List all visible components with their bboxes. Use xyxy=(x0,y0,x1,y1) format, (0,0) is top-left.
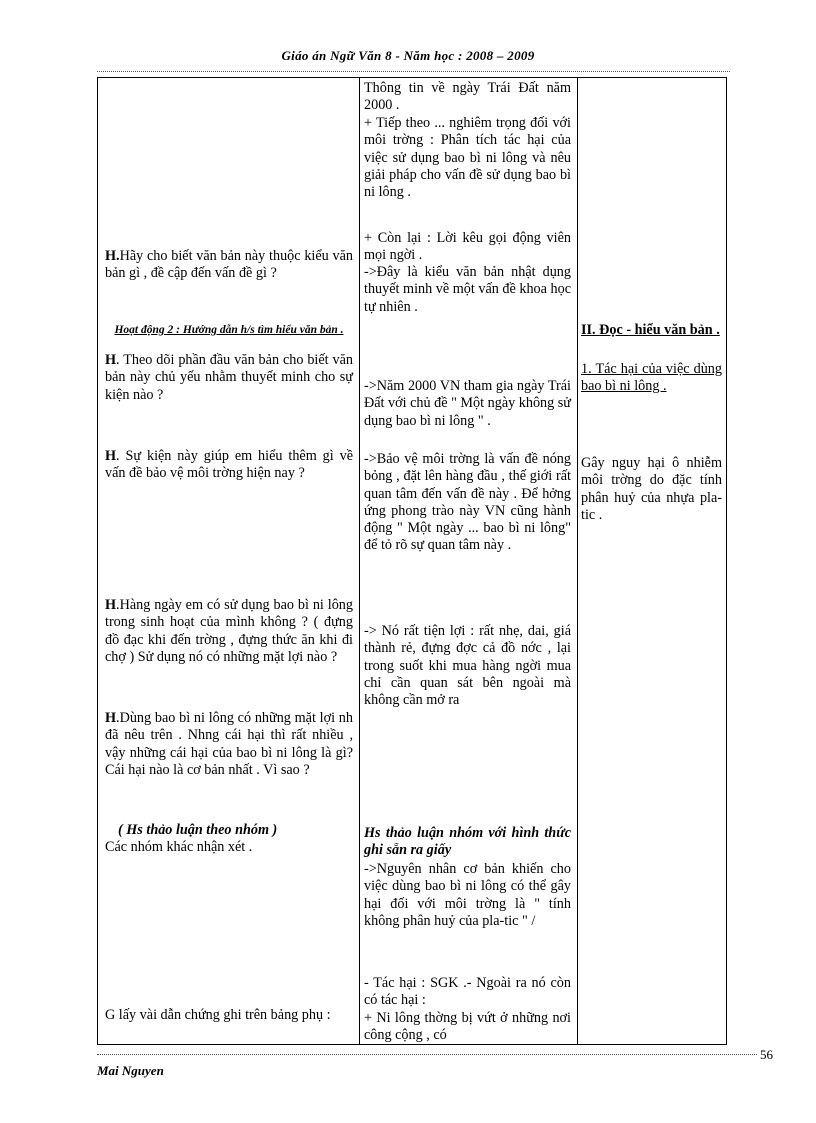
activity-heading: Hoạt động 2 : Hướng dẫn h/s tìm hiểu văn bản . xyxy=(114,324,344,336)
lesson-table xyxy=(97,77,727,1045)
footer-divider xyxy=(97,1054,757,1055)
page-header: Giáo án Ngữ Văn 8 - Năm học : 2008 – 2009 xyxy=(281,48,535,63)
question-3: H. Sự kiện này giúp em hiểu thêm gì về vấn đề bảo vệ môi trờng hiện nay ? xyxy=(105,448,353,482)
answer-p10: - Tác hại : SGK .- Ngoài ra nó còn có tác hại : xyxy=(364,975,571,1009)
column-teacher-activity xyxy=(98,78,360,1044)
question-2: H. Theo dõi phần đầu văn bản cho biết văn bản này chủ yếu nhằm thuyết minh cho sự kiện nào ? xyxy=(105,352,353,403)
answer-p9: ->Nguyên nhân cơ bản khiến cho việc dùng bao bì ni lông có thể gây hại đối với môi trờng là " tính không phân huỷ của pla-tic " / xyxy=(364,861,571,929)
content-body: Gây nguy hại ô nhiễm môi trờng do đặc tính phân huỷ của nhựa pla-tic . xyxy=(581,455,722,523)
answer-p2: + Tiếp theo ... nghiêm trọng đối với môi trờng : Phân tích tác hại của việc sử dụng bao bì ni lông và nêu giải pháp cho vấn đề sử dụng bao bì ni lông . xyxy=(364,115,571,201)
section-heading: II. Đọc - hiểu văn bản . xyxy=(581,322,720,338)
question-5: H.Dùng bao bì ni lông có những mặt lợi nh đã nêu trên . Nhng cái hại thì rất nhiều , vậy những cái hại của bao bì ni lông là gì? Cái hại nào là cơ bản nhất . Vì sao ? xyxy=(105,710,353,778)
group-discussion-note: ( Hs thảo luận theo nhóm ) xyxy=(118,822,278,838)
answer-p6: ->Bảo vệ môi trờng là vấn đề nóng bỏng , đặt lên hàng đầu , thế giới rất quan tâm đến vấn đề này . Để hởng ứng phong trào này VN cũng hành động " Một ngày ... bao bì ni lông" để tỏ rõ sự quan tâm này . xyxy=(364,451,571,554)
column-student-activity xyxy=(360,78,578,1044)
answer-p11: + Ni lông thờng bị vứt ở những nơi công cộng , có xyxy=(364,1010,571,1044)
answer-p3: + Còn lại : Lời kêu gọi động viên mọi ngời . xyxy=(364,230,571,264)
teacher-note: G lấy vài dẫn chứng ghi trên bảng phụ : xyxy=(105,1007,331,1023)
header-divider xyxy=(97,71,730,72)
column-content xyxy=(578,78,726,1044)
subsection-heading: 1. Tác hại của việc dùng bao bì ni lông . xyxy=(581,361,722,395)
answer-p5: ->Năm 2000 VN tham gia ngày Trái Đất với chủ đề " Một ngày không sử dụng bao bì ni lông " . xyxy=(364,378,571,429)
answer-p8: Hs thảo luận nhóm với hình thức ghi sẵn ra giấy xyxy=(364,825,571,859)
page-number: 56 xyxy=(760,1047,773,1062)
answer-p7: -> Nó rất tiện lợi : rất nhẹ, dai, giá thành rẻ, đựng đợc cả đồ nớc , lại trong suốt khi mua hàng ngời mua chỉ cần quan sát bên ngoài mà không cần mở ra xyxy=(364,623,571,709)
question-4: H.Hàng ngày em có sử dụng bao bì ni lông trong sinh hoạt của mình không ? ( đựng đồ đạc khi đến trờng , đựng thức ăn khi đi chợ ) Sử dụng nó có những mặt lợi nào ? xyxy=(105,597,353,665)
question-1: H.Hãy cho biết văn bản này thuộc kiểu văn bản gì , đề cập đến vấn đề gì ? xyxy=(105,248,353,282)
author-name: Mai Nguyen xyxy=(97,1063,164,1078)
group-review-note: Các nhóm khác nhận xét . xyxy=(105,839,253,855)
answer-p4: ->Đây là kiểu văn bản nhật dụng thuyết minh về một vấn đề khoa học tự nhiên . xyxy=(364,264,571,315)
answer-p1: Thông tin về ngày Trái Đất năm 2000 . xyxy=(364,80,571,114)
